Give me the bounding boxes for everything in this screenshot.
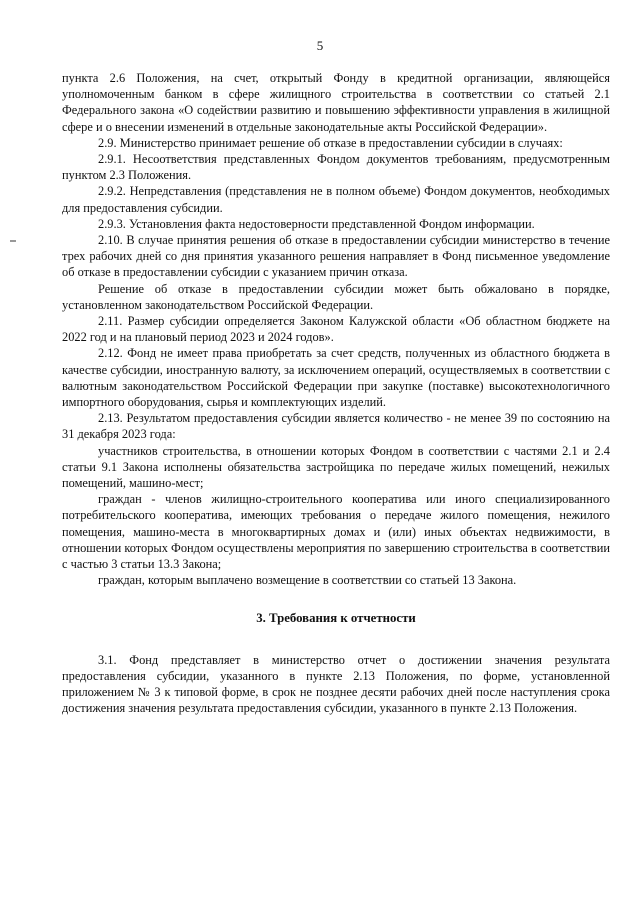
paragraph: Решение об отказе в предоставлении субсидии может быть обжаловано в порядке, установленном законодательством Российской Федерации.: [62, 281, 610, 312]
page-number: 5: [316, 38, 324, 53]
paragraph: 2.9.1. Несоответствия представленных Фондом документов требованиям, предусмотренным пунктом 2.3 Положения.: [62, 152, 610, 183]
paragraph: пункта 2.6 Положения, на счет, открытый Фонду в кредитной организации, являющейся уполномоченным банком в сфере жилищного строительства в соответствии со статьей 2.1 Федерального закона «О содействии развитию и повышению эффективности управления в жилищной сфере и о внесении изменений в отдельные законодательные акты Российской Федерации».: [62, 71, 610, 134]
document-body: [62, 70, 610, 717]
paragraph: 2.9.3. Установления факта недостоверности представленной Фондом информации.: [98, 216, 535, 231]
margin-mark: [10, 240, 16, 242]
paragraph: 2.12. Фонд не имеет права приобретать за счет средств, полученных из областного бюджета в качестве субсидии, иностранную валюту, за исключением операций, осуществляемых в соответствии с валютным законодательством Российской Федерации при закупке (поставке) высокотехнологичного импортного оборудования, сырья и комплектующих изделий.: [62, 346, 610, 410]
paragraph: 3.1. Фонд представляет в министерство отчет о достижении значения результата предоставления субсидии, указанного в пункте 2.13 Положения, по форме, установленной приложением № 3 к типовой форме, в срок не позднее десяти рабочих дней после наступления срока достижения значения результата предоставления субсидии, указанного в пункте 2.13 Положения.: [62, 652, 610, 716]
paragraph: граждан - членов жилищно-строительного кооператива или иного специализированного потребительского кооператива, имеющих требования о передаче жилого помещения, нежилого помещения, машино-места в многоквартирных домах и (или) иных объектах недвижимости, в отношении которых Фондом осуществлены мероприятия по завершению строительства в соответствии с частью 3 статьи 13.3 Закона;: [62, 492, 610, 572]
paragraph: 2.10. В случае принятия решения об отказе в предоставлении субсидии министерство в течение трех рабочих дней со дня принятия указанного решения направляет в Фонд письменное уведомление об отказе в предоставлении субсидии с указанием причин отказа.: [62, 233, 610, 280]
paragraph: 2.13. Результатом предоставления субсидии является количество - не менее 39 по состоянию на 31 декабря 2023 года:: [62, 411, 610, 442]
section-heading: 3. Требования к отчетности: [256, 610, 416, 625]
paragraph: 2.9.2. Непредставления (представления не в полном объеме) Фондом документов, необходимых для предоставления субсидии.: [62, 184, 610, 215]
paragraph: участников строительства, в отношении которых Фондом в соответствии с частями 2.1 и 2.4 статьи 9.1 Закона исполнены обязательства застройщика по передаче жилых помещений, нежилых помещений, машино-мест;: [62, 443, 610, 491]
paragraph: 2.9. Министерство принимает решение об отказе в предоставлении субсидии в случаях:: [98, 135, 563, 150]
paragraph: 2.11. Размер субсидии определяется Законом Калужской области «Об областном бюджете на 2022 год и на плановый период 2023 и 2024 годов».: [62, 314, 610, 345]
paragraph: граждан, которым выплачено возмещение в соответствии со статьей 13 Закона.: [98, 573, 517, 588]
